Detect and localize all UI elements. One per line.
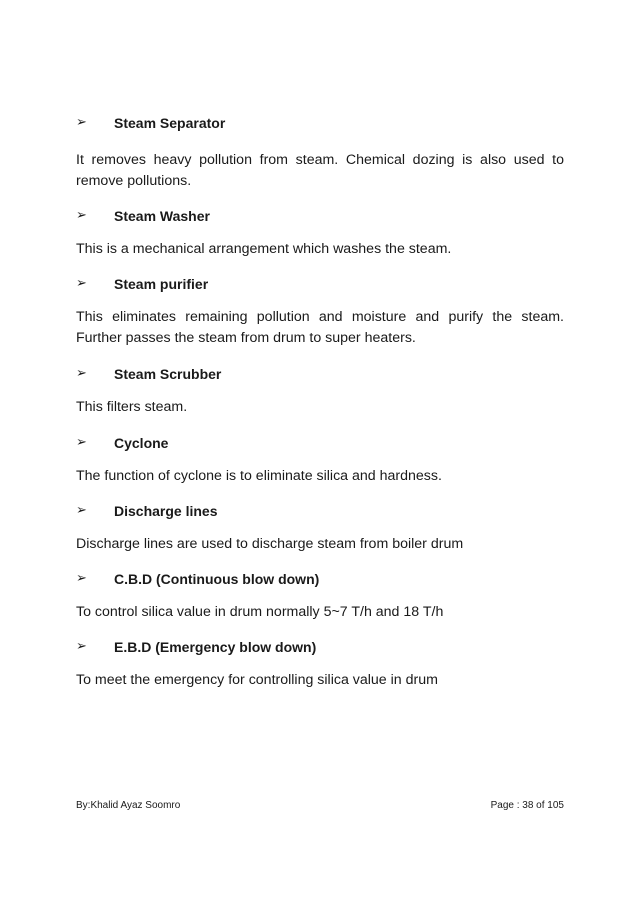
section-heading-ebd: [76, 637, 564, 657]
heading-label: Cyclone: [114, 435, 169, 451]
heading-label: Steam Scrubber: [114, 366, 222, 382]
arrow-bullet-icon: ➢: [76, 115, 87, 130]
arrow-bullet-icon: ➢: [76, 208, 87, 223]
heading-label: C.B.D (Continuous blow down): [114, 571, 320, 587]
arrow-bullet-icon: ➢: [76, 276, 87, 291]
section-paragraph: To control silica value in drum normally 5~7 T/h and 18 T/h: [76, 604, 444, 620]
page-content: [76, 113, 564, 691]
section-paragraph: The function of cyclone is to eliminate silica and hardness.: [76, 468, 442, 484]
section-heading-cbd: [76, 569, 564, 589]
section-paragraph: Discharge lines are used to discharge steam from boiler drum: [76, 536, 464, 552]
footer-author: By:Khalid Ayaz Soomro: [76, 800, 181, 811]
arrow-bullet-icon: ➢: [76, 366, 87, 381]
section-heading-discharge-lines: [76, 501, 564, 521]
section-heading-steam-purifier: [76, 274, 564, 294]
heading-label: E.B.D (Emergency blow down): [114, 639, 317, 655]
section-paragraph: This is a mechanical arrangement which washes the steam.: [76, 241, 452, 257]
page-footer: [76, 800, 564, 811]
section-paragraph: To meet the emergency for controlling silica value in drum: [76, 672, 438, 688]
arrow-bullet-icon: ➢: [76, 435, 87, 450]
section-heading-steam-separator: [76, 113, 564, 133]
section-paragraph: This filters steam.: [76, 399, 188, 415]
arrow-bullet-icon: ➢: [76, 503, 87, 518]
heading-label: Steam Separator: [114, 115, 226, 131]
arrow-bullet-icon: ➢: [76, 639, 87, 654]
section-paragraph: It removes heavy pollution from steam. Chemical dozing is also used to remove pollutions.: [76, 152, 564, 189]
heading-label: Steam Washer: [114, 208, 210, 224]
section-heading-steam-washer: [76, 206, 564, 226]
footer-page-number: Page : 38 of 105: [490, 800, 564, 811]
section-heading-steam-scrubber: [76, 364, 564, 384]
arrow-bullet-icon: ➢: [76, 571, 87, 586]
section-heading-cyclone: [76, 433, 564, 453]
heading-label: Discharge lines: [114, 503, 218, 519]
heading-label: Steam purifier: [114, 276, 209, 292]
section-paragraph: This eliminates remaining pollution and moisture and purify the steam. Further passes the steam from drum to super heaters.: [76, 309, 564, 346]
